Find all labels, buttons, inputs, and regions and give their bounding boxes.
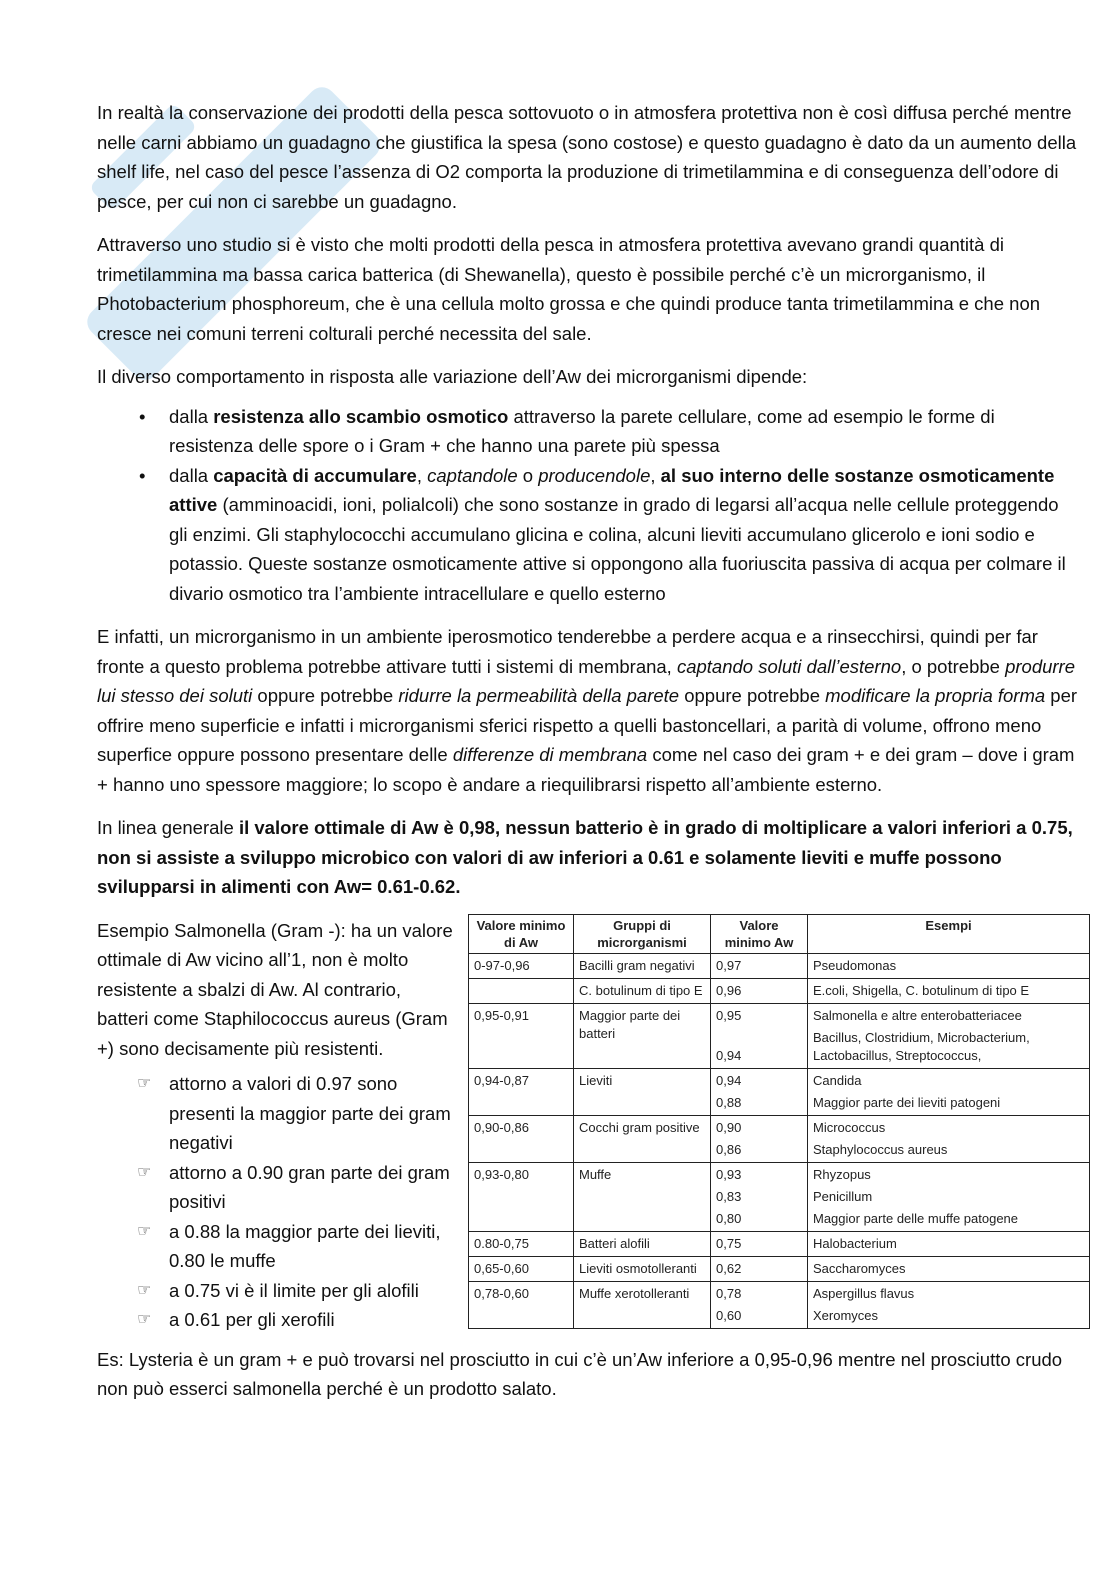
paragraph-lysteria: Es: Lysteria è un gram + e può trovarsi nel prosciutto in cui c’è un’Aw inferiore a 0,95-0,96 mentre nel prosciutto crudo non può esserci salmonella perché è un prodotto salato. xyxy=(97,1348,1063,1399)
table-row xyxy=(469,1068,1090,1115)
paragraph-salmonella: Esempio Salmonella (Gram -): ha un valore ottimale di Aw vicino all’1, non è molto resistente a sbalzi di Aw. Al contrario, batteri come Staphilococcus aureus (Gram +) sono decisamente più resistenti. xyxy=(97,919,453,1059)
hand-list-item: ☞ a 0.88 la maggior parte dei lieviti, 0.80 le muffe xyxy=(97,1217,457,1276)
pointing-hand-icon: ☞ xyxy=(137,1075,152,1092)
cell-group: Maggior parte dei batteri xyxy=(574,1003,711,1068)
paragraph-hyperosmotic: E infatti, un microrganismo in un ambiente iperosmotico tenderebbe a perdere acqua e a rinsecchirsi, quindi per far fronte a questo problema potrebbe attivare tutti i sistemi di membrana, captando soluti dall’esterno, o potrebbe produrre lui stesso dei soluti oppure potrebbe ridurre la permeabilità della parete oppure potrebbe modificare la propria forma per offrire meno superficie e infatti i microrganismi sferici rispetto a quelli bastoncellari, a parità di volume, offrono meno superfice oppure possono presentare delle differenze di membrana come nel caso dei gram + e dei gram – dove i gram + hanno uno spessore maggiore; lo scopo è andare a riequilibrarsi rispetto all’ambiente esterno. xyxy=(97,626,1078,795)
cell-group: Cocchi gram positive xyxy=(574,1115,711,1162)
cell-examples: Saccharomyces xyxy=(808,1256,1090,1281)
pointing-hand-icon: ☞ xyxy=(137,1281,152,1299)
cell-range xyxy=(469,978,574,1003)
bullet-list xyxy=(97,402,1079,609)
hand-list-item: ☞ attorno a 0.90 gran parte dei gram positivi xyxy=(97,1158,457,1217)
table-row xyxy=(469,1281,1090,1328)
header-examples: Esempi xyxy=(808,914,1090,953)
cell-range: 0-97-0,96 xyxy=(469,953,574,978)
pointing-hand-icon: ☞ xyxy=(137,1163,152,1181)
cell-range: 0,94-0,87 xyxy=(469,1068,574,1115)
cell-range: 0,95-0,91 xyxy=(469,1003,574,1068)
table-row xyxy=(469,978,1090,1003)
cell-range: 0,78-0,60 xyxy=(469,1281,574,1328)
cell-group: Bacilli gram negativi xyxy=(574,953,711,978)
paragraph-optimal-aw: In linea generale il valore ottimale di Aw è 0,98, nessun batterio è in grado di moltiplicare a valori inferiori a 0.75, non si assiste a sviluppo microbico con valori di aw inferiori a 0.61 e solamente lieviti e muffe possono svilupparsi in alimenti con Aw= 0.61-0.62. xyxy=(97,817,1073,897)
cell-examples: Micrococcus Staphylococcus aureus xyxy=(808,1115,1090,1162)
bullet-item-accumulation: • dalla capacità di accumulare, captandole o producendole, al suo interno delle sostanze osmoticamente attive (amminoacidi, ioni, polialcoli) che sono sostanze in grado di legarsi all’acqua nelle cellule proteggendo gli enzimi. Gli staphylococchi accumulano glicina e colina, alcuni lieviti accumulano glicerolo e ioni sodio e potassio. Queste sostanze osmoticamente attive si oppongono alla fuoriuscita passiva di acqua per colmare il divario osmotico tra l’ambiente intracellulare e quello esterno xyxy=(97,461,1079,609)
cell-values: 0,78 0,60 xyxy=(711,1281,808,1328)
cell-examples: Aspergillus flavus Xeromyces xyxy=(808,1281,1090,1328)
header-min-aw: Valore minimo Aw xyxy=(711,914,808,953)
cell-values: 0,62 xyxy=(711,1256,808,1281)
table-row xyxy=(469,1003,1090,1068)
bullet-item-resistance: • dalla resistenza allo scambio osmotico attraverso la parete cellulare, come ad esempio le forme di resistenza delle spore o i Gram + che hanno una parete più spessa xyxy=(97,402,1079,461)
cell-values: 0,75 xyxy=(711,1231,808,1256)
table-row xyxy=(469,1162,1090,1231)
cell-group: Batteri alofili xyxy=(574,1231,711,1256)
paragraph-aw-behaviour: Il diverso comportamento in risposta alle variazione dell’Aw dei microrganismi dipende: xyxy=(97,366,808,387)
cell-group: Lieviti osmotolleranti xyxy=(574,1256,711,1281)
aw-table xyxy=(468,914,1090,1329)
cell-values: 0,96 xyxy=(711,978,808,1003)
cell-values: 0,97 xyxy=(711,953,808,978)
salmonella-section xyxy=(97,916,1079,1335)
cell-examples: Rhyzopus Penicillum Maggior parte delle muffe patogene xyxy=(808,1162,1090,1231)
hand-list xyxy=(97,1069,457,1335)
cell-examples: Pseudomonas xyxy=(808,953,1090,978)
table-row xyxy=(469,1256,1090,1281)
cell-range: 0,90-0,86 xyxy=(469,1115,574,1162)
cell-group: Muffe xyxy=(574,1162,711,1231)
table-header-row xyxy=(469,914,1090,953)
cell-range: 0,93-0,80 xyxy=(469,1162,574,1231)
cell-range: 0,65-0,60 xyxy=(469,1256,574,1281)
table-row xyxy=(469,953,1090,978)
cell-group: Muffe xerotolleranti xyxy=(574,1281,711,1328)
aw-table-wrapper xyxy=(468,914,1090,1329)
pointing-hand-icon: ☞ xyxy=(137,1222,152,1240)
document-page xyxy=(97,98,1079,1418)
table-row xyxy=(469,1115,1090,1162)
paragraph-shelf-life: In realtà la conservazione dei prodotti della pesca sottovuoto o in atmosfera protettiva non è così diffusa perché mentre nelle carni abbiamo un guadagno che giustifica la spesa (sono costose) e questo guadagno è dato da un aumento della shelf life, nel caso del pesce l’assenza di O2 comporta la produzione di trimetilammina e di conseguenza dell’odore di pesce, per cui non ci sarebbe un guadagno. xyxy=(97,102,1077,212)
hand-list-item: ☞ attorno a valori di 0.97 sono presenti la maggior parte dei gram negativi xyxy=(97,1069,457,1158)
hand-list-item: ☞ a 0.61 per gli xerofili xyxy=(97,1305,457,1335)
cell-examples: Candida Maggior parte dei lieviti patogeni xyxy=(808,1068,1090,1115)
cell-values: 0,90 0,86 xyxy=(711,1115,808,1162)
cell-examples: Salmonella e altre enterobatteriacee Bacillus, Clostridium, Microbacterium, Lactobacillus, Streptococcus, xyxy=(808,1003,1090,1068)
cell-values: 0,93 0,83 0,80 xyxy=(711,1162,808,1231)
cell-values: 0,95 0,94 xyxy=(711,1003,808,1068)
pointing-hand-icon: ☞ xyxy=(137,1311,152,1328)
paragraph-photobacterium: Attraverso uno studio si è visto che molti prodotti della pesca in atmosfera protettiva avevano grandi quantità di trimetilammina ma bassa carica batterica (di Shewanella), questo è possibile perché c’è un microrganismo, il Photobacterium phosphoreum, che è una cellula molto grossa e che quindi produce tanta trimetilammina e che non cresce nei comuni terreni colturali perché necessita del sale. xyxy=(97,234,1041,344)
cell-group: Lieviti xyxy=(574,1068,711,1115)
cell-examples: E.coli, Shigella, C. botulinum di tipo E xyxy=(808,978,1090,1003)
cell-range: 0.80-0,75 xyxy=(469,1231,574,1256)
cell-values: 0,94 0,88 xyxy=(711,1068,808,1115)
cell-examples: Halobacterium xyxy=(808,1231,1090,1256)
header-min-aw-range: Valore minimo di Aw xyxy=(469,914,574,953)
header-groups: Gruppi di microrganismi xyxy=(574,914,711,953)
salmonella-text-column xyxy=(97,916,457,1335)
hand-list-item: ☞ a 0.75 vi è il limite per gli alofili xyxy=(97,1276,457,1306)
table-row xyxy=(469,1231,1090,1256)
cell-group: C. botulinum di tipo E xyxy=(574,978,711,1003)
